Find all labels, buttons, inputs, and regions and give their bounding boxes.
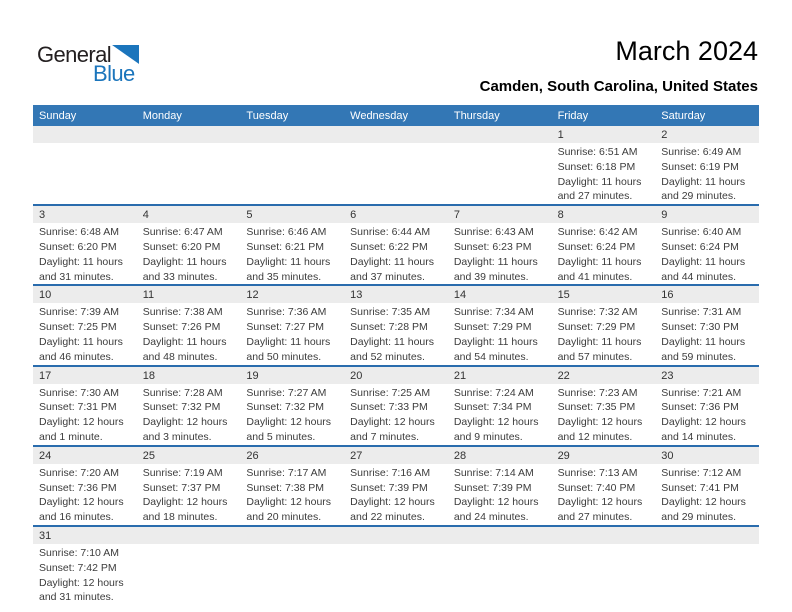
day-detail-line: Sunrise: 7:35 AM [350,306,431,319]
day-details [137,223,241,284]
day-detail-line: Sunrise: 7:16 AM [350,466,431,479]
day-detail-line: and 48 minutes. [142,350,218,363]
day-details [240,464,344,525]
day-detail-line: Sunset: 7:29 PM [557,321,636,334]
day-detail-line: Daylight: 12 hours [39,576,124,589]
week-row [33,525,759,605]
day-detail-line: Sunrise: 6:42 AM [557,226,638,239]
day-detail-line: Daylight: 12 hours [246,496,332,509]
empty-day-cell [655,527,759,605]
day-cell [344,206,448,284]
day-detail-line: Sunset: 7:39 PM [453,481,532,494]
day-number: 1 [552,126,656,143]
day-detail-line: and 44 minutes. [661,270,736,283]
week-row [33,126,759,204]
day-detail-line: Daylight: 11 hours [453,255,538,268]
day-detail-line: and 9 minutes. [453,430,523,443]
day-detail-line: Sunrise: 7:38 AM [142,306,223,319]
week-row [33,445,759,525]
day-details [448,464,552,525]
day-detail-line: and 33 minutes. [142,270,218,283]
day-detail-line: Sunset: 6:21 PM [246,240,325,253]
week-row [33,204,759,284]
month-title: March 2024 [615,36,758,66]
day-detail-line: and 41 minutes. [557,270,633,283]
day-detail-line: Daylight: 11 hours [557,335,642,348]
day-detail-line: Sunrise: 7:39 AM [39,306,119,319]
day-number [137,527,241,544]
day-cell [344,367,448,445]
day-detail-line: and 31 minutes. [39,591,114,604]
day-details [137,384,241,445]
day-detail-line: and 18 minutes. [142,511,218,524]
day-details [344,303,448,364]
day-detail-line: Daylight: 11 hours [661,175,746,188]
day-number: 8 [552,206,656,223]
day-detail-line: Daylight: 12 hours [453,496,539,509]
day-detail-line: Sunrise: 6:51 AM [557,146,638,158]
day-detail-line: Daylight: 12 hours [557,496,643,509]
weekday-wednesday: Wednesday [350,109,409,122]
day-detail-line: Sunset: 6:20 PM [142,240,221,253]
day-cell [240,206,344,284]
day-details [552,464,656,525]
day-details [240,143,344,145]
day-detail-line: Sunset: 7:27 PM [246,321,325,334]
day-details [344,223,448,284]
day-detail-line: and 59 minutes. [661,350,736,363]
day-detail-line: Sunrise: 6:44 AM [350,226,431,239]
day-details [33,143,137,145]
day-number: 30 [655,447,759,464]
day-detail-line: Sunrise: 7:10 AM [39,546,119,559]
day-detail-line: Sunset: 6:23 PM [453,240,532,253]
day-detail-line: and 37 minutes. [350,270,425,283]
day-details [552,384,656,445]
day-cell [33,367,137,445]
day-cell [448,206,552,284]
day-detail-line: Sunrise: 7:19 AM [142,466,223,479]
day-detail-line: and 5 minutes. [246,430,316,443]
day-detail-line: Sunset: 7:31 PM [39,401,117,414]
day-cell [552,126,656,204]
day-detail-line: and 29 minutes. [661,511,736,524]
day-cell [655,367,759,445]
week-row [33,284,759,364]
day-detail-line: Sunset: 7:38 PM [246,481,325,494]
day-number: 12 [240,286,344,303]
day-detail-line: Sunrise: 7:25 AM [350,386,431,399]
day-detail-line: Daylight: 11 hours [142,335,227,348]
day-detail-line: Sunset: 7:42 PM [39,561,117,574]
day-detail-line: Sunset: 7:29 PM [453,321,532,334]
day-detail-line: and 3 minutes. [142,430,212,443]
day-cell [240,447,344,525]
day-cell [655,206,759,284]
weekday-header-row [33,105,759,126]
day-details [448,143,552,145]
day-details [137,544,241,546]
day-number: 20 [344,367,448,384]
day-cell [240,367,344,445]
day-detail-line: Daylight: 12 hours [661,496,746,509]
day-detail-line: Sunset: 7:32 PM [246,401,325,414]
day-details [448,303,552,364]
day-cell [33,527,137,605]
day-detail-line: Daylight: 11 hours [350,335,434,348]
day-cell [448,367,552,445]
weekday-tuesday: Tuesday [246,109,289,122]
day-detail-line: Sunset: 7:39 PM [350,481,428,494]
day-number: 14 [448,286,552,303]
day-detail-line: Daylight: 11 hours [39,255,123,268]
day-details [655,303,759,364]
day-cell [137,367,241,445]
day-details [448,544,552,546]
day-number: 4 [137,206,241,223]
weekday-saturday: Saturday [661,109,706,122]
location-subtitle: Camden, South Carolina, United States [479,78,758,95]
general-blue-logo [37,42,139,87]
empty-day-cell [344,126,448,204]
weekday-thursday: Thursday [453,109,500,122]
day-detail-line: Sunrise: 6:46 AM [246,226,327,239]
day-details [448,384,552,445]
day-detail-line: and 7 minutes. [350,430,420,443]
day-detail-line: Sunrise: 7:24 AM [453,386,534,399]
calendar-grid [33,105,759,605]
title-block [480,36,758,95]
day-detail-line: and 22 minutes. [350,511,425,524]
day-detail-line: and 35 minutes. [246,270,322,283]
day-details [344,464,448,525]
day-details [655,464,759,525]
day-detail-line: Daylight: 12 hours [246,416,332,429]
day-number [448,527,552,544]
empty-day-cell [240,527,344,605]
day-details [240,223,344,284]
day-detail-line: Sunrise: 7:21 AM [661,386,742,399]
day-details [344,384,448,445]
day-detail-line: Sunset: 7:35 PM [557,401,636,414]
empty-day-cell [552,527,656,605]
day-number: 27 [344,447,448,464]
day-number: 29 [552,447,656,464]
day-cell [137,447,241,525]
day-detail-line: and 31 minutes. [39,270,114,283]
day-cell [344,447,448,525]
day-detail-line: and 16 minutes. [39,511,114,524]
day-detail-line: Sunset: 7:40 PM [557,481,636,494]
day-cell [552,447,656,525]
day-detail-line: Daylight: 11 hours [246,335,331,348]
day-detail-line: Sunset: 7:30 PM [661,321,739,334]
day-detail-line: Sunset: 7:25 PM [39,321,117,334]
day-number [240,527,344,544]
day-detail-line: and 50 minutes. [246,350,322,363]
day-number [448,126,552,143]
week-row [33,365,759,445]
day-detail-line: Daylight: 12 hours [350,416,435,429]
day-number: 18 [137,367,241,384]
logo-text-blue: Blue [93,61,135,86]
day-number: 31 [33,527,137,544]
day-number: 23 [655,367,759,384]
day-details [240,303,344,364]
day-number: 15 [552,286,656,303]
day-detail-line: and 27 minutes. [557,511,633,524]
day-number [655,527,759,544]
day-detail-line: and 24 minutes. [453,511,529,524]
day-detail-line: Sunset: 6:20 PM [39,240,117,253]
day-details [240,384,344,445]
day-cell [448,286,552,364]
day-detail-line: Sunrise: 7:23 AM [557,386,638,399]
day-detail-line: Sunrise: 7:28 AM [142,386,223,399]
day-detail-line: Sunrise: 6:47 AM [142,226,223,239]
day-detail-line: Sunrise: 6:40 AM [661,226,742,239]
day-number: 13 [344,286,448,303]
day-detail-line: Sunset: 7:41 PM [661,481,739,494]
day-detail-line: Daylight: 12 hours [557,416,643,429]
weekday-friday: Friday [557,109,589,122]
day-cell [137,206,241,284]
day-details [33,384,137,445]
day-detail-line: and 54 minutes. [453,350,529,363]
day-detail-line: Sunset: 6:18 PM [557,160,636,173]
day-detail-line: Daylight: 11 hours [142,255,227,268]
day-detail-line: Sunrise: 7:34 AM [453,306,534,319]
day-number: 5 [240,206,344,223]
day-details [552,303,656,364]
day-details [33,544,137,605]
day-detail-line: Daylight: 12 hours [39,496,124,509]
day-number: 9 [655,206,759,223]
day-number: 16 [655,286,759,303]
day-details [33,464,137,525]
day-detail-line: Sunset: 7:37 PM [142,481,221,494]
day-number: 17 [33,367,137,384]
day-details [344,544,448,546]
day-cell [240,286,344,364]
day-details [655,143,759,204]
day-detail-line: Daylight: 11 hours [557,175,642,188]
day-cell [448,447,552,525]
day-detail-line: Sunset: 7:26 PM [142,321,221,334]
day-number: 6 [344,206,448,223]
day-number [344,527,448,544]
day-detail-line: and 14 minutes. [661,430,736,443]
day-detail-line: and 1 minute. [39,430,103,443]
empty-day-cell [448,126,552,204]
day-details [655,544,759,546]
day-detail-line: and 29 minutes. [661,190,736,203]
day-detail-line: Daylight: 11 hours [661,335,746,348]
day-number: 2 [655,126,759,143]
empty-day-cell [240,126,344,204]
day-number: 3 [33,206,137,223]
day-cell [552,206,656,284]
day-detail-line: and 57 minutes. [557,350,633,363]
day-number [137,126,241,143]
day-cell [344,286,448,364]
day-cell [33,206,137,284]
day-detail-line: Sunset: 6:24 PM [661,240,739,253]
day-number [33,126,137,143]
day-detail-line: and 27 minutes. [557,190,633,203]
day-detail-line: Sunrise: 7:20 AM [39,466,119,479]
day-detail-line: Sunset: 7:33 PM [350,401,428,414]
empty-day-cell [344,527,448,605]
empty-day-cell [137,527,241,605]
day-detail-line: Daylight: 12 hours [39,416,124,429]
day-detail-line: Daylight: 12 hours [142,496,228,509]
day-detail-line: Daylight: 11 hours [39,335,123,348]
day-detail-line: Sunrise: 7:32 AM [557,306,638,319]
day-cell [552,367,656,445]
day-number: 11 [137,286,241,303]
day-details [344,143,448,145]
day-detail-line: Sunset: 6:22 PM [350,240,428,253]
day-detail-line: Sunrise: 7:36 AM [246,306,327,319]
day-details [137,143,241,145]
empty-day-cell [137,126,241,204]
day-detail-line: Daylight: 11 hours [557,255,642,268]
day-cell [33,447,137,525]
day-details [655,223,759,284]
day-detail-line: and 39 minutes. [453,270,529,283]
day-number: 7 [448,206,552,223]
day-detail-line: Sunrise: 7:13 AM [557,466,638,479]
day-detail-line: Daylight: 11 hours [453,335,538,348]
day-detail-line: Daylight: 12 hours [350,496,435,509]
day-details [552,544,656,546]
day-number: 21 [448,367,552,384]
day-detail-line: Daylight: 12 hours [661,416,746,429]
day-detail-line: Sunset: 7:32 PM [142,401,221,414]
day-details [240,544,344,546]
day-detail-line: Sunset: 7:28 PM [350,321,428,334]
day-cell [655,447,759,525]
day-detail-line: and 52 minutes. [350,350,425,363]
day-detail-line: Sunrise: 7:31 AM [661,306,742,319]
weekday-monday: Monday [142,109,182,122]
day-detail-line: Sunset: 7:36 PM [661,401,739,414]
day-detail-line: Sunrise: 6:49 AM [661,146,742,158]
day-detail-line: Sunrise: 6:43 AM [453,226,534,239]
day-number [552,527,656,544]
day-detail-line: Daylight: 11 hours [246,255,331,268]
day-detail-line: Sunrise: 7:12 AM [661,466,742,479]
day-number: 19 [240,367,344,384]
day-details [33,223,137,284]
day-detail-line: Daylight: 11 hours [350,255,434,268]
day-detail-line: Daylight: 12 hours [142,416,228,429]
day-details [448,223,552,284]
day-detail-line: Sunset: 7:34 PM [453,401,532,414]
logo-text-general: General [37,42,112,67]
day-detail-line: Sunset: 6:24 PM [557,240,636,253]
calendar-weeks [33,126,759,605]
day-details [655,384,759,445]
day-cell [552,286,656,364]
day-detail-line: Sunset: 6:19 PM [661,160,739,173]
day-detail-line: and 46 minutes. [39,350,114,363]
day-detail-line: Sunrise: 6:48 AM [39,226,119,239]
day-details [137,303,241,364]
day-detail-line: Sunrise: 7:14 AM [453,466,534,479]
day-details [137,464,241,525]
day-cell [655,286,759,364]
day-cell [655,126,759,204]
day-details [33,303,137,364]
day-number: 26 [240,447,344,464]
empty-day-cell [448,527,552,605]
day-detail-line: Sunrise: 7:17 AM [246,466,327,479]
empty-day-cell [33,126,137,204]
day-number: 22 [552,367,656,384]
day-number [240,126,344,143]
day-number [344,126,448,143]
day-detail-line: Sunrise: 7:27 AM [246,386,327,399]
day-detail-line: Sunset: 7:36 PM [39,481,117,494]
day-detail-line: Sunrise: 7:30 AM [39,386,119,399]
day-detail-line: Daylight: 11 hours [661,255,746,268]
day-number: 24 [33,447,137,464]
day-cell [33,286,137,364]
day-detail-line: Daylight: 12 hours [453,416,539,429]
day-number: 10 [33,286,137,303]
weekday-sunday: Sunday [39,109,77,122]
day-cell [137,286,241,364]
day-number: 28 [448,447,552,464]
day-detail-line: and 12 minutes. [557,430,633,443]
day-details [552,223,656,284]
day-number: 25 [137,447,241,464]
day-details [552,143,656,204]
day-detail-line: and 20 minutes. [246,511,322,524]
